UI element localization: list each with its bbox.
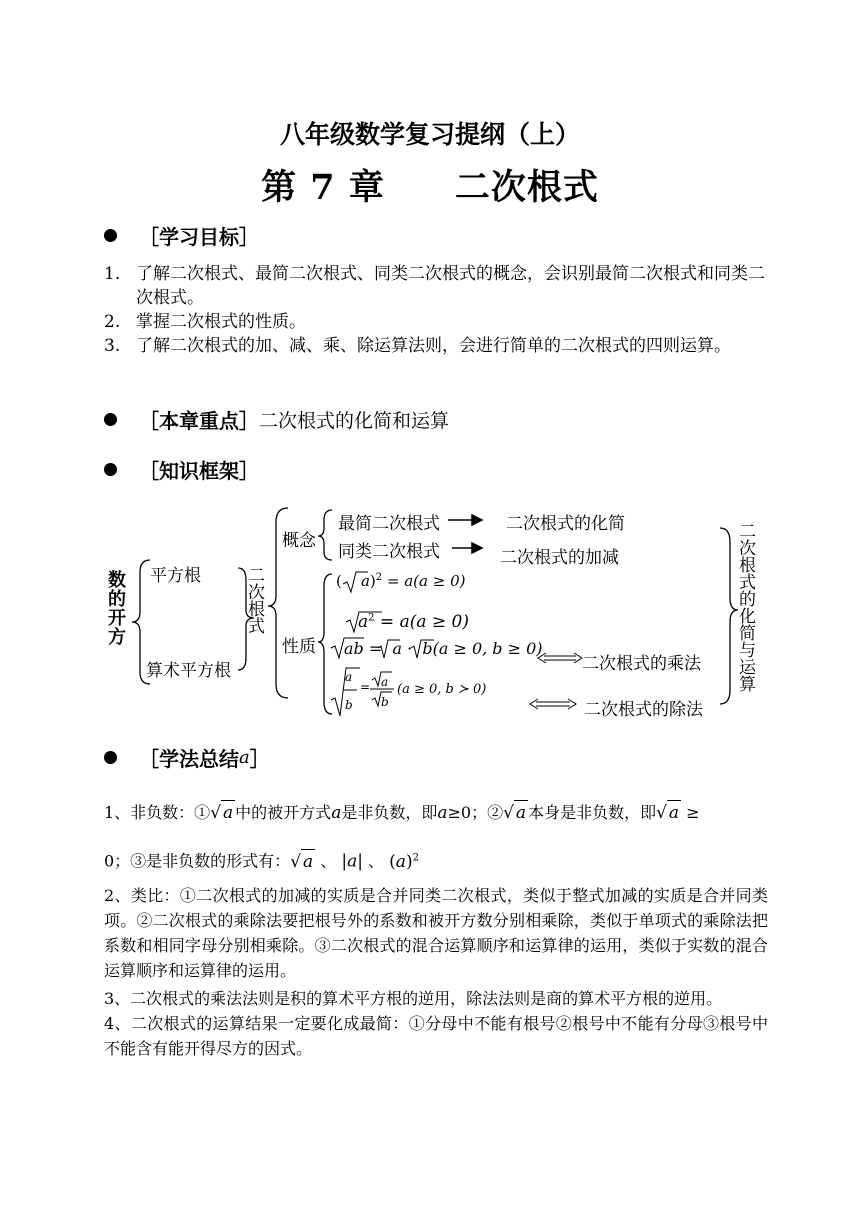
- property-1-text: = a(a ≥ 0): [386, 572, 466, 590]
- summary-text: 1、非负数：①: [104, 803, 211, 822]
- brace-properties: [318, 574, 332, 714]
- double-arrow-right-head: [574, 653, 582, 663]
- huajian-label: 二次根式的化简: [506, 514, 625, 534]
- property-3-text: (a ≥ 0, b ≥ 0): [432, 639, 543, 658]
- list-item-number: 1.: [104, 264, 121, 284]
- chengfa-label: 二次根式的乘法: [582, 654, 701, 674]
- goals-heading-label: ［学习目标］: [139, 225, 259, 249]
- property-3: ab = a · b(a ≥ 0, b ≥ 0): [344, 639, 543, 658]
- arrow-head-tonglei: [472, 543, 482, 553]
- pingfanggen-label: 平方根: [150, 566, 201, 586]
- summary-text: 中的被开方式: [235, 803, 332, 822]
- summary-text: 0；③是非负数的形式有：: [104, 851, 291, 871]
- chufa-label: 二次根式的除法: [584, 700, 703, 720]
- document-title: 八年级数学复习提纲（上）: [279, 120, 580, 149]
- framework-heading-label: ［知识框架］: [139, 459, 259, 483]
- brace-concept: [318, 510, 332, 560]
- summary-heading: [104, 743, 270, 772]
- summary-para-2: 2、类比：①二次根式的加减的实质是合并同类二次根式，类似于整式加减的实质是合并同类项。②二次根式的乘除法要把根号外的系数和被开方数分别相乘除，类似于单项式的乘除法把系数和相同字母分别相乘除。③二次根式的混合运算顺序和运算律的运用，类似于实数的混合运算顺序和运算律的运用。: [104, 886, 768, 980]
- property-4-equals: =: [360, 680, 371, 694]
- property-1: ( a)$^2$ = a(a ≥ 0): [336, 572, 466, 590]
- summary-glyph: a: [239, 747, 250, 768]
- jiajian-label: 二次根式的加减: [500, 548, 619, 568]
- arrow-head-zuijian: [472, 515, 482, 525]
- double-arrow-right-head-2: [568, 699, 576, 709]
- summary-heading-label: ［学法总结: [139, 747, 239, 771]
- list-item-text: 掌握二次根式的性质。: [136, 312, 306, 332]
- property-2-text: = a(a ≥ 0): [379, 612, 469, 632]
- list-item-text: 了解二次根式的加、减、乘、除运算法则，会进行简单的二次根式的四则运算。: [136, 336, 731, 356]
- property-4-left-fraction: a b: [345, 670, 353, 712]
- root-label: 数的开方: [105, 570, 126, 646]
- bullet-icon: [104, 751, 117, 764]
- list-item-text: 了解二次根式、最简二次根式、同类二次根式的概念，会识别最简二次根式和同类二次根式。: [136, 264, 765, 308]
- tonglei-label: 同类二次根式: [338, 542, 440, 562]
- focus-heading-label: ［本章重点］: [139, 409, 259, 433]
- xingzhi-label: 性质: [282, 637, 316, 657]
- property-4: (a ≥ 0, b ≻ 0): [397, 682, 487, 697]
- summary-text: ≥: [686, 803, 700, 822]
- double-arrow-left-head-2: [530, 699, 538, 709]
- property-2: $a^2 = a(a \ge 0)$: [358, 612, 469, 632]
- summary-para-3: 3、二次根式的乘法法则是积的算术平方根的逆用，除法法则是商的算术平方根的逆用。: [104, 989, 723, 1008]
- suanshu-label: 算术平方根: [146, 661, 231, 681]
- summary-text: 是非负数，即: [341, 803, 438, 822]
- zuijian-label: 最简二次根式: [338, 514, 440, 534]
- focus-text: 二次根式的化简和运算: [259, 410, 450, 432]
- summary-heading-tail: ］: [249, 747, 270, 771]
- summary-para-4: 4、二次根式的运算结果一定要化成最简：①分母中不能有根号②根号中不能有分母③根号中不能含有能开得尽方的因式。: [104, 1014, 768, 1058]
- summary-para-1-cont: 0；③是非负数的形式有：√ a 、 |a| 、 $(a)^2$: [104, 845, 768, 875]
- chapter-name: 二次根式: [454, 167, 599, 208]
- right-vertical-label: 二次根式的化简与运算: [735, 522, 755, 692]
- ercigenshi-label: 二次根式: [244, 566, 264, 634]
- list-item-number: 2.: [104, 312, 121, 332]
- summary-para-1: 1、非负数：①√ a 中的被开方式a是非负数，即a≥0；②√ a 本身是非负数，即√ a ≥: [104, 800, 768, 826]
- summary-text: 本身是非负数，即: [528, 803, 657, 822]
- gainian-label: 概念: [282, 531, 316, 551]
- chapter-number: 第 7 章: [261, 167, 385, 208]
- list-item-number: 3.: [104, 336, 121, 356]
- summary-text: ≥0；②: [447, 803, 504, 822]
- property-4-right-fraction: a b: [381, 675, 389, 709]
